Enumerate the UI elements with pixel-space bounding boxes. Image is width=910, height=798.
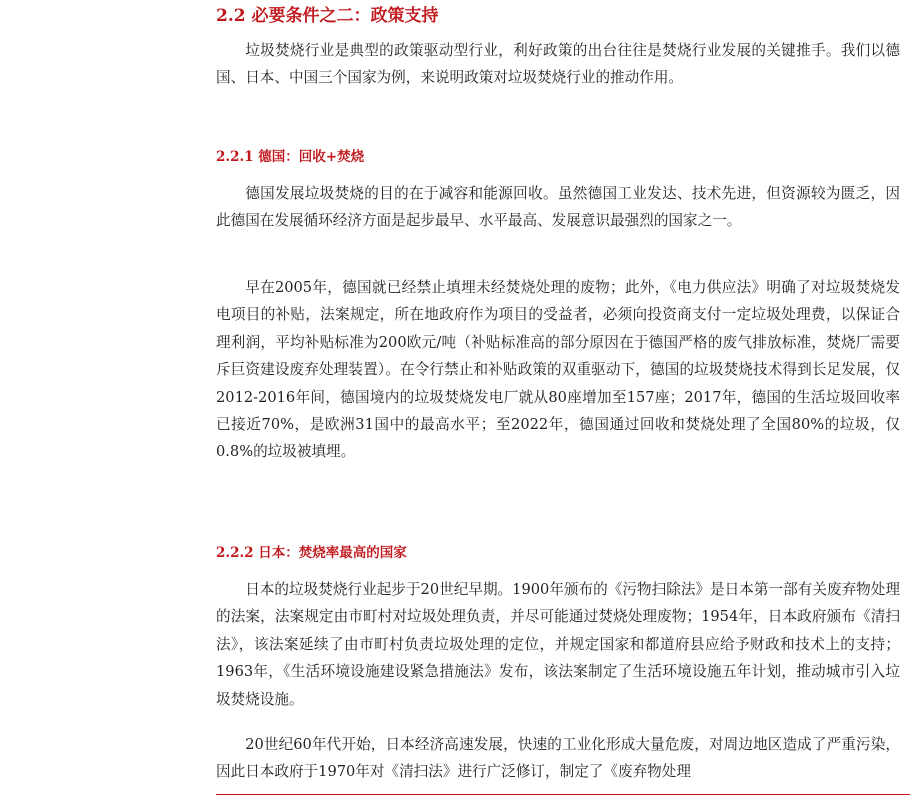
subsection-title-germany: 2.2.1 德国：回收+焚烧: [216, 149, 365, 165]
japan-paragraph-1: 日本的垃圾焚烧行业起步于20世纪早期。1900年颁布的《污物扫除法》是日本第一部有关废弃物处理的法案，法案规定由市町村对垃圾处理负责，并尽可能通过焚烧处理废物；1954年，日本政府颁布《清扫法》，该法案延续了由市町村负责垃圾处理的定位，并规定国家和都道府县应给予财政和技术上的支持；1963年，《生活环境设施建设紧急措施法》发布，该法案制定了生活环境设施五年计划，推动城市引入垃圾焚烧设施。: [216, 581, 900, 708]
subsection-title-japan: 2.2.2 日本：焚烧率最高的国家: [216, 545, 407, 561]
japan-paragraph-2: 20世纪60年代开始，日本经济高速发展，快速的工业化形成大量危废，对周边地区造成了严重污染，因此日本政府于1970年对《清扫法》进行广泛修订，制定了《废弃物处理: [216, 736, 900, 781]
germany-paragraph-1: 德国发展垃圾焚烧的目的在于减容和能源回收。虽然德国工业发达、技术先进，但资源较为匮乏，因此德国在发展循环经济方面是起步最早、水平最高、发展意识最强烈的国家之一。: [216, 185, 900, 230]
section-title: 2.2 必要条件之二：政策支持: [216, 6, 439, 26]
footer-divider: [216, 794, 910, 795]
germany-paragraph-2: 早在2005年，德国就已经禁止填埋未经焚烧处理的废物；此外，《电力供应法》明确了对垃圾焚烧发电项目的补贴，法案规定，所在地政府作为项目的受益者，必须向投资商支付一定垃圾处理费，以保证合理利润，平均补贴标准为200欧元/吨（补贴标准高的部分原因在于德国严格的废气排放标准，焚烧厂需要斥巨资建设废弃处理装置）。在令行禁止和补贴政策的双重驱动下，德国的垃圾焚烧技术得到长足发展，仅2012-2016年间，德国境内的垃圾焚烧发电厂就从80座增加至157座；2017年，德国的生活垃圾回收率已接近70%，是欧洲31国中的最高水平；至2022年，德国通过回收和焚烧处理了全国80%的垃圾，仅0.8%的垃圾被填埋。: [216, 279, 900, 461]
section-intro-paragraph: 垃圾焚烧行业是典型的政策驱动型行业，利好政策的出台往往是焚烧行业发展的关键推手。我们以德国、日本、中国三个国家为例，来说明政策对垃圾焚烧行业的推动作用。: [216, 42, 900, 87]
